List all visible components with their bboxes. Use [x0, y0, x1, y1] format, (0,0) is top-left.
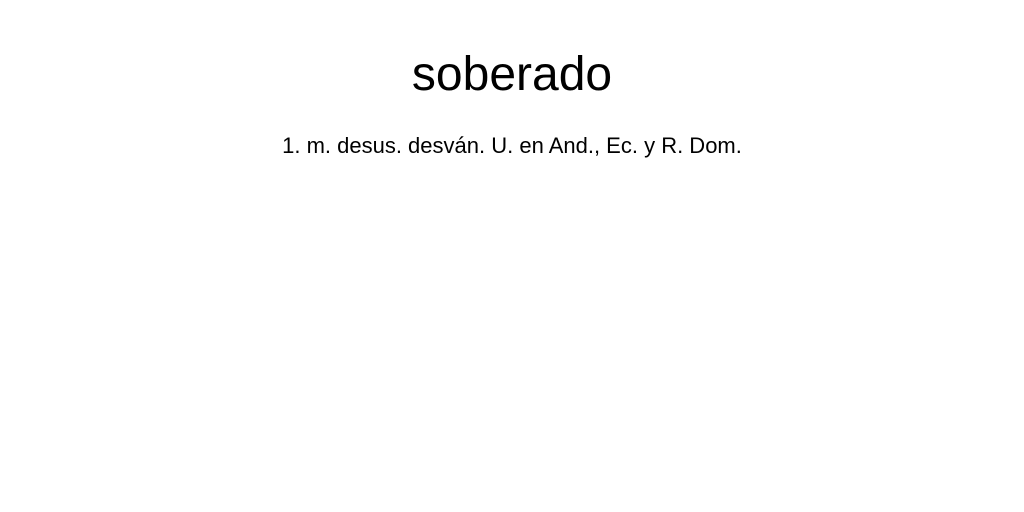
definition: 1. m. desus. desván. U. en And., Ec. y R. Dom. [282, 133, 742, 158]
headword: soberado [411, 48, 613, 101]
